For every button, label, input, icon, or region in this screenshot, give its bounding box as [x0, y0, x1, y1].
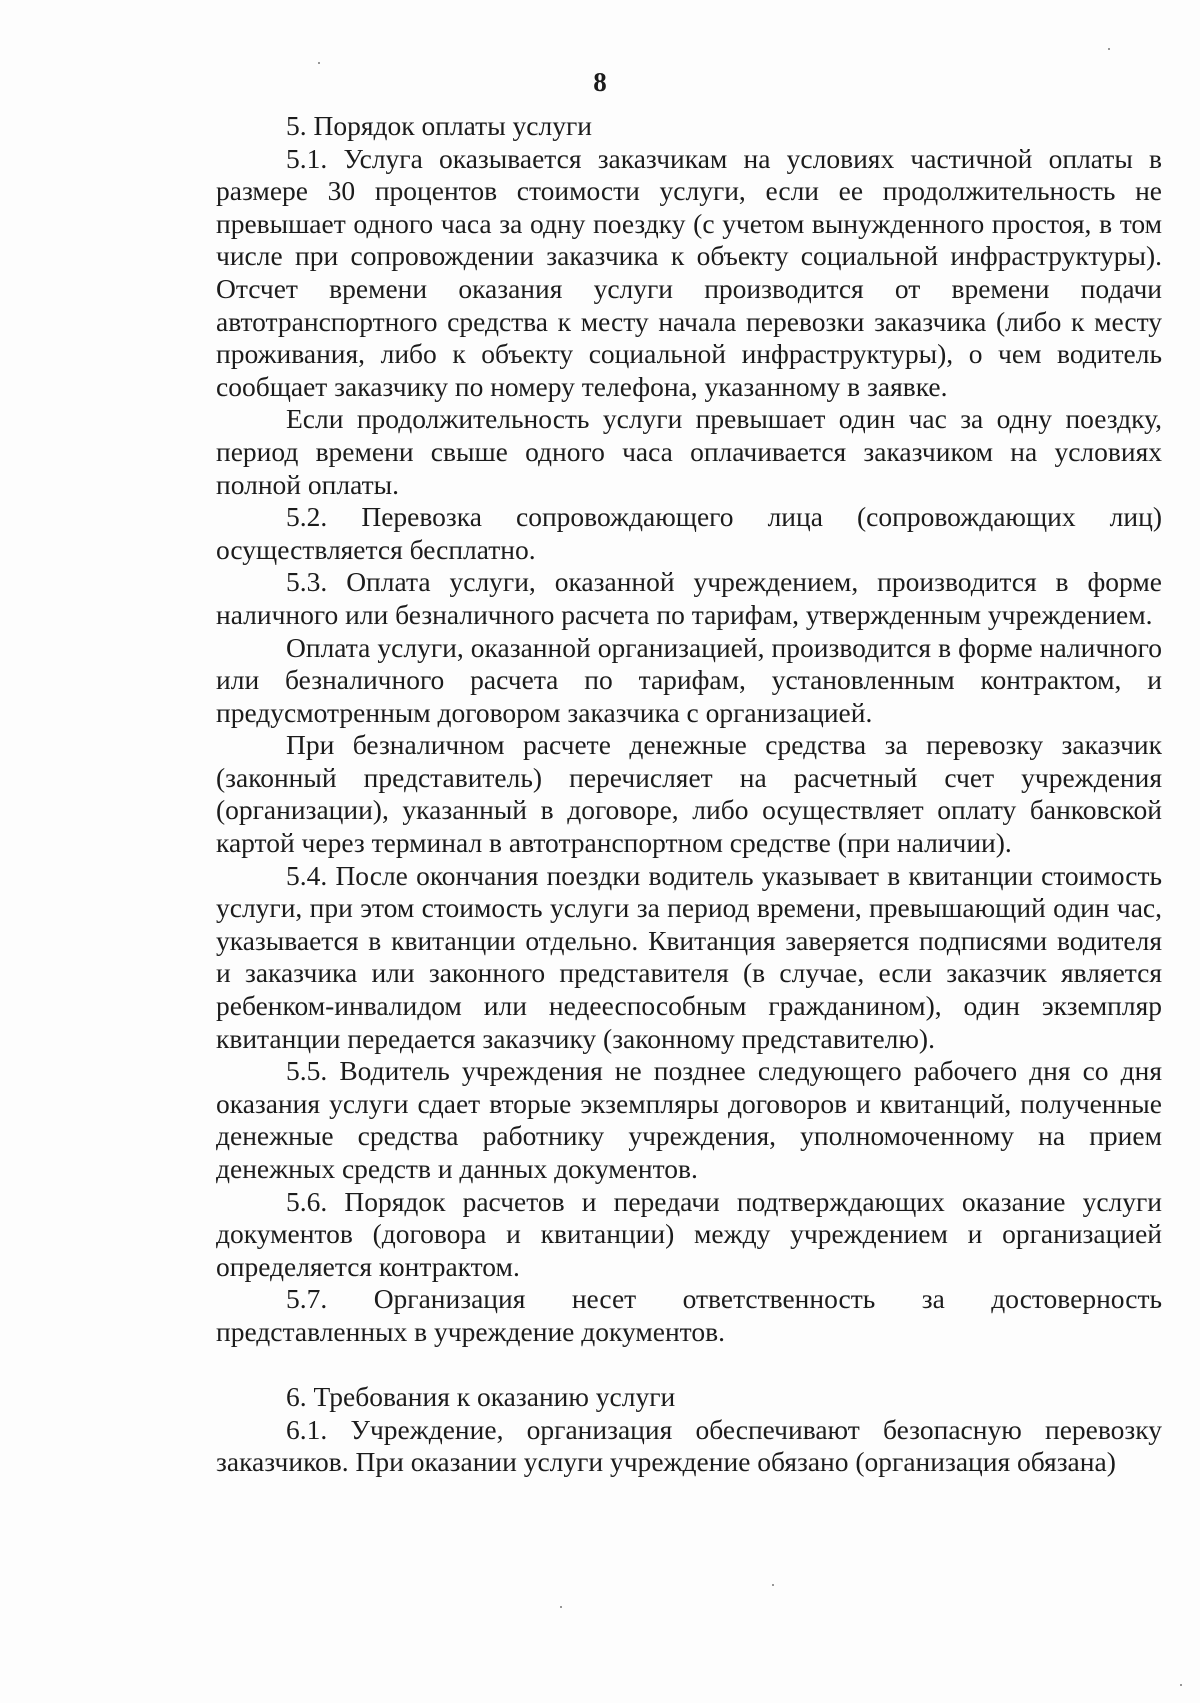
paragraph-5-3-cashless: При безналичном расчете денежные средства за перевозку заказчик (законный представитель) перечисляет на расчетный счет учреждения (организации), указанный в договоре, либо осуществляет оплату банковской картой через терминал в автотранспортном средстве (при наличии).	[216, 729, 1162, 859]
paragraph-5-3: 5.3. Оплата услуги, оказанной учреждением, производится в форме наличного или безналичного расчета по тарифам, утвержденным учреждением.	[216, 566, 1162, 630]
section-spacer	[216, 1349, 1162, 1382]
document-body	[216, 110, 1162, 1479]
paragraph-5-2: 5.2. Перевозка сопровождающего лица (сопровождающих лиц) осуществляется бесплатно.	[216, 501, 1162, 565]
scan-speck	[1108, 48, 1110, 50]
scan-speck	[560, 1606, 562, 1608]
paragraph-5-3-organization: Оплата услуги, оказанной организацией, производится в форме наличного или безналичного расчета по тарифам, установленным контрактом, и предусмотренным договором заказчика с организацией.	[216, 631, 1162, 728]
scan-speck	[772, 1584, 774, 1586]
page-number: 8	[593, 67, 607, 97]
paragraph-6-1: 6.1. Учреждение, организация обеспечивают безопасную перевозку заказчиков. При оказании услуги учреждение обязано (организация обязана)	[216, 1413, 1162, 1478]
paragraph-5-1: 5.1. Услуга оказывается заказчикам на условиях частичной оплаты в размере 30 процентов стоимости услуги, если ее продолжительность не превышает одного часа за одну поездку (с учетом вынужденного простоя, в том числе при сопровождении заказчика к объекту социальной инфраструктуры). Отсчет времени оказания услуги производится от времени подачи автотранспортного средства к месту начала перевозки заказчика (либо к месту проживания, либо к объекту социальной инфраструктуры), о чем водитель сообщает заказчику по номеру телефона, указанному в заявке.	[216, 142, 1162, 402]
section-6-heading: 6. Требования к оказанию услуги	[286, 1381, 676, 1413]
paragraph-5-5: 5.5. Водитель учреждения не позднее следующего рабочего дня со дня оказания услуги сдает вторые экземпляры договоров и квитанций, полученные денежные средства работнику учреждения, уполномоченному на прием денежных средств и данных документов.	[216, 1055, 1162, 1184]
paragraph-5-4: 5.4. После окончания поездки водитель указывает в квитанции стоимость услуги, при этом стоимость услуги за период времени, превышающий один час, указывается в квитанции отдельно. Квитанция заверяется подписями водителя и заказчика или законного представителя (в случае, если заказчик является ребенком-инвалидом или недееспособным гражданином), один экземпляр квитанции передается заказчику (законному представителю).	[216, 859, 1162, 1054]
paragraph-5-6: 5.6. Порядок расчетов и передачи подтверждающих оказание услуги документов (договора и квитанции) между учреждением и организацией определяется контрактом.	[216, 1185, 1162, 1282]
paragraph-5-7: 5.7. Организация несет ответственность за достоверность представленных в учреждение документов.	[216, 1283, 1162, 1347]
scan-speck	[1180, 1684, 1182, 1686]
scan-speck	[318, 62, 320, 64]
paragraph-5-1-extra: Если продолжительность услуги превышает один час за одну поездку, период времени свыше одного часа оплачивается заказчиком на условиях полной оплаты.	[216, 403, 1162, 500]
section-5-heading: 5. Порядок оплаты услуги	[286, 110, 592, 141]
